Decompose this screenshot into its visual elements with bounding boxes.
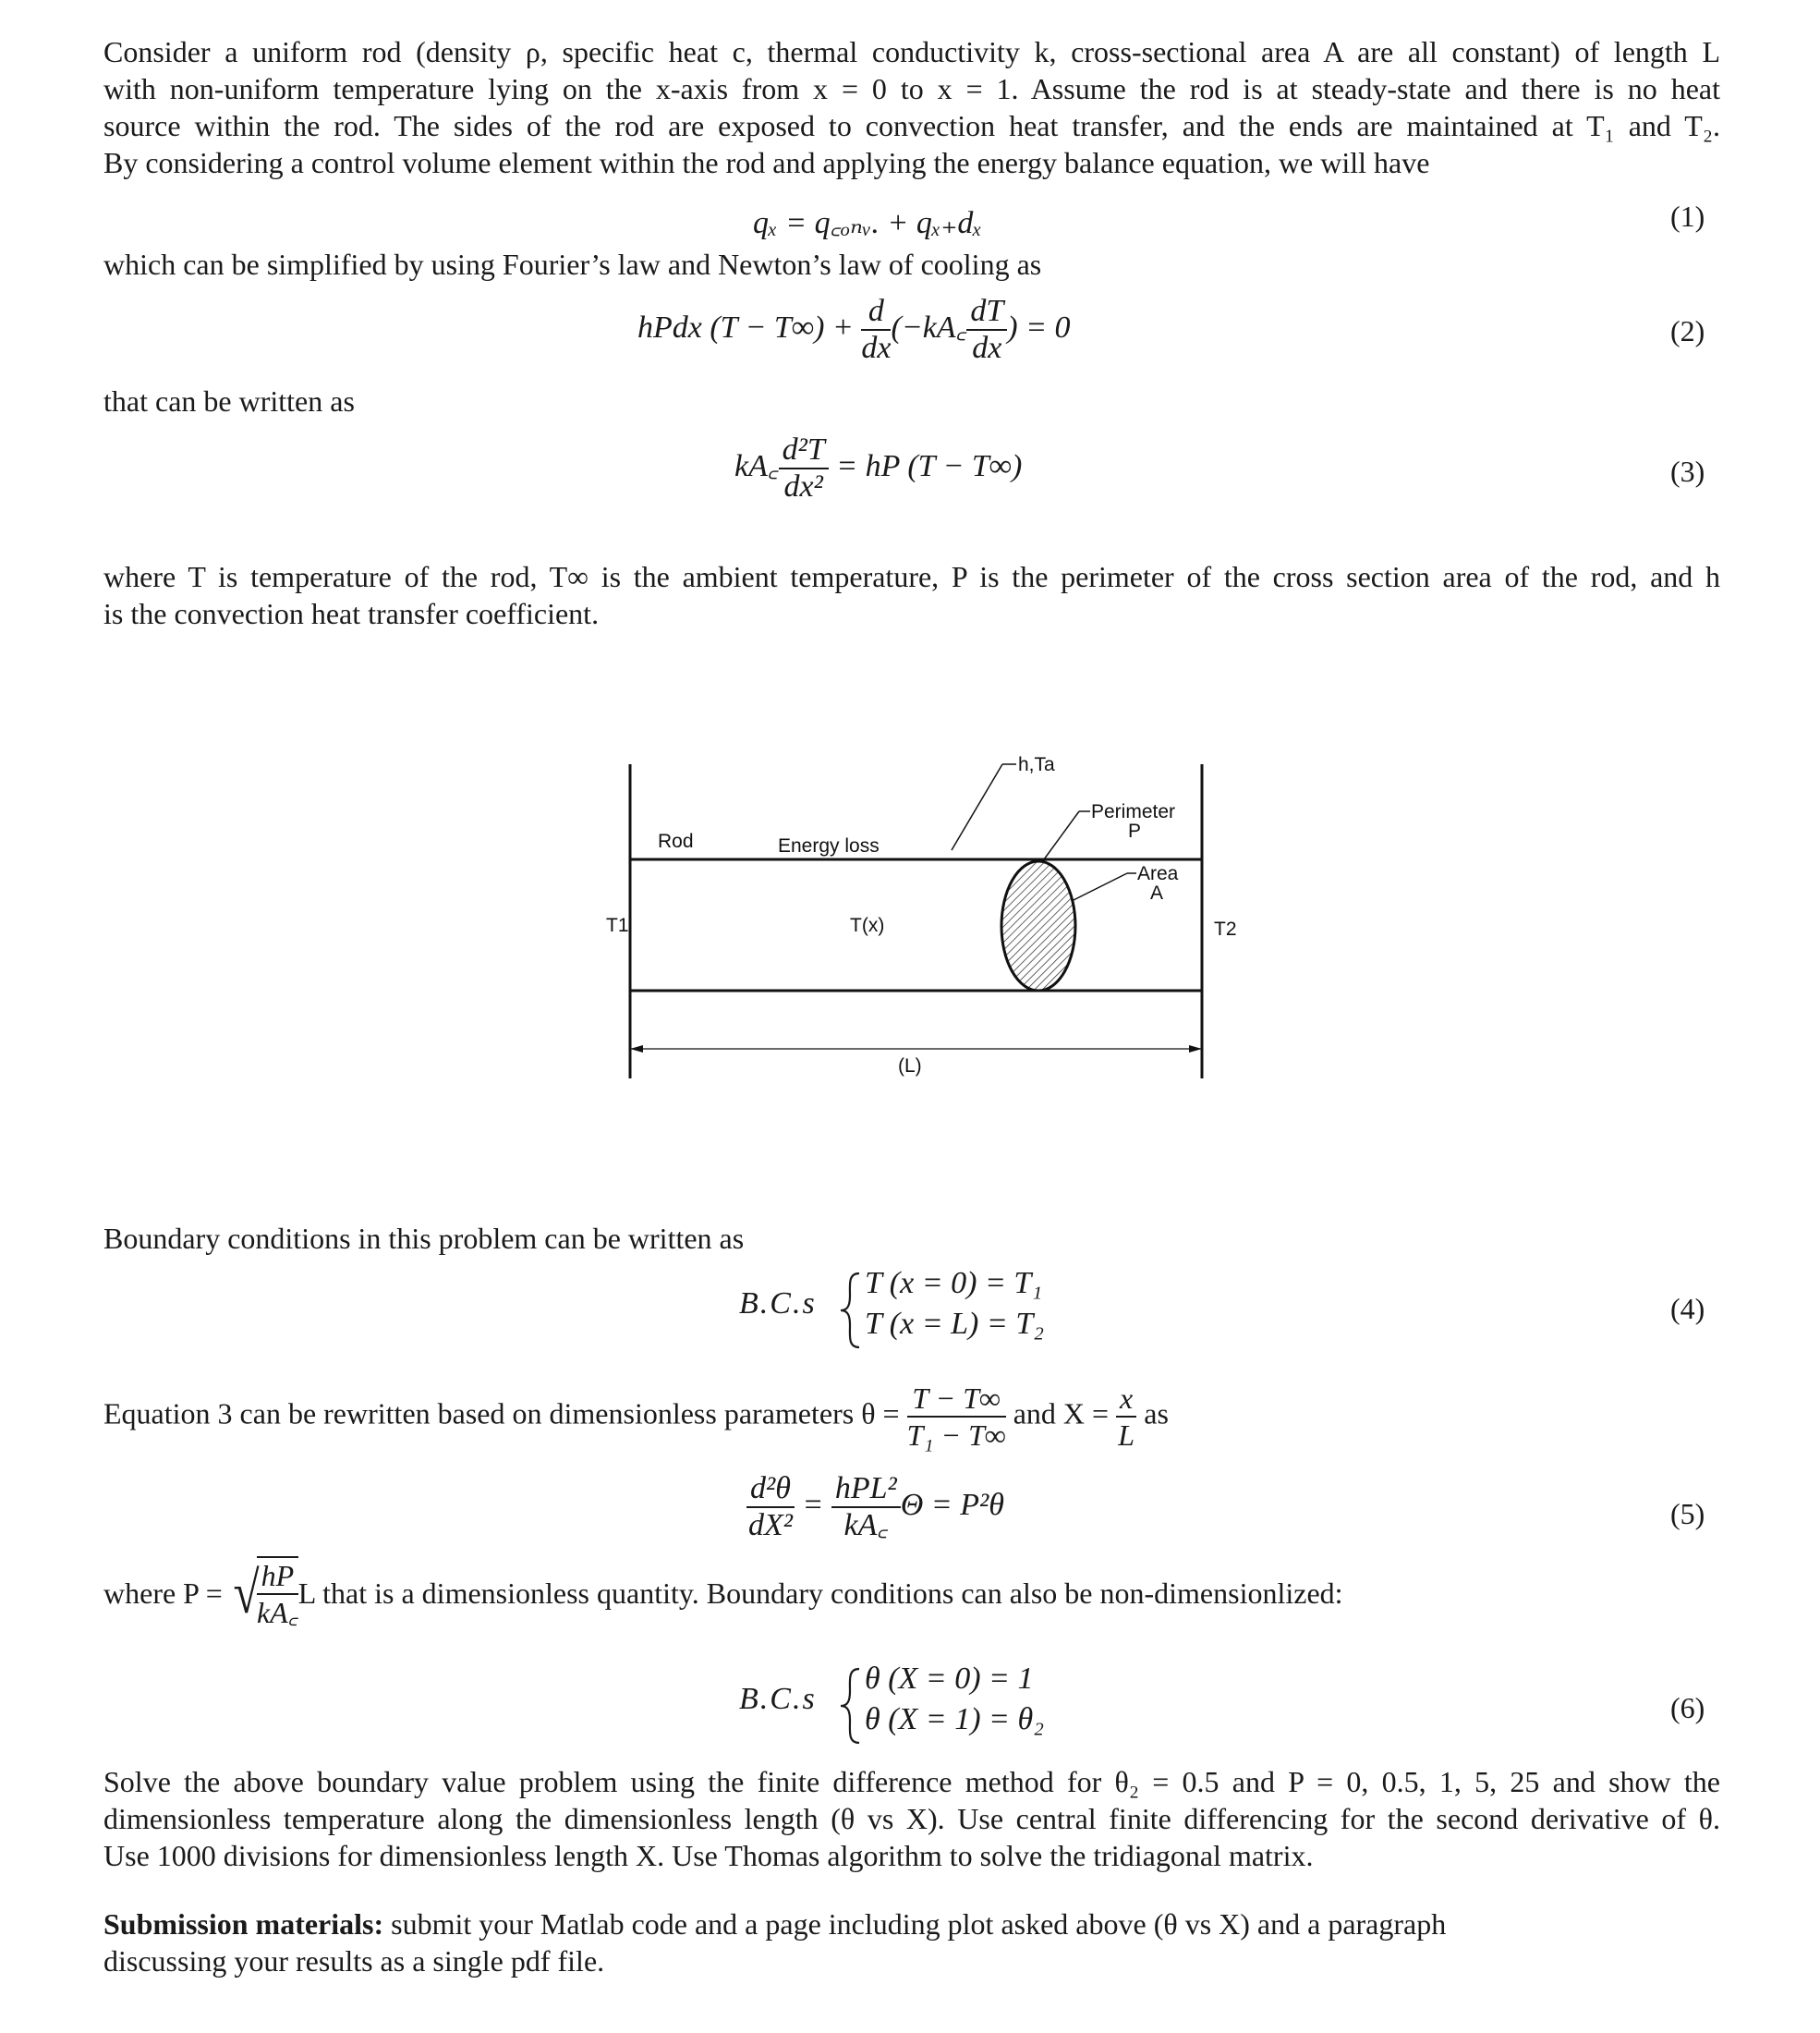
eq2-left: hPdx (T − T∞) + <box>637 310 862 345</box>
equation-2-number: (2) <box>1670 314 1705 347</box>
theta-num: T − T∞ <box>907 1381 1006 1418</box>
intro-line-1: Consider a uniform rod (density ρ, specific heat c, thermal conductivity k, cross-sectional area A are all constant) of length L <box>103 35 1720 68</box>
bc-brace <box>837 1272 863 1349</box>
eq2-dTdx <box>966 294 1007 366</box>
eq5-coefficient <box>831 1471 901 1543</box>
theta-den: T₁ − T∞ <box>906 1418 1006 1452</box>
label-perimeter: Perimeter <box>1091 801 1176 822</box>
eq2-d: d <box>861 294 891 331</box>
area-leader <box>1072 873 1127 901</box>
equation-4-number: (4) <box>1670 1292 1705 1325</box>
task-paragraph <box>103 1763 1720 1874</box>
eq5-num: d²θ <box>746 1471 795 1508</box>
submission-label: Submission materials: <box>103 1907 384 1941</box>
task-line-2: dimensionless temperature along the dimensionless length (θ vs X). Use central finite differencing for the second derivative of θ. <box>103 1802 1720 1835</box>
definitions-line-2: is the convection heat transfer coefficient. <box>103 597 600 630</box>
eq2-dx2: dx <box>972 331 1002 365</box>
label-rod: Rod <box>658 831 694 852</box>
dimensionless-as: as <box>1136 1396 1169 1430</box>
p-den: kA꜀ <box>256 1596 298 1629</box>
intro-line-4: By considering a control volume element within the rod and applying the energy balance equation, we will have <box>103 146 1430 179</box>
perimeter-leader <box>1044 811 1079 859</box>
rod-diagram <box>573 753 1275 1104</box>
eq5-right: Θ = P²θ <box>900 1487 1004 1522</box>
where-p-line <box>103 1556 1343 1630</box>
eq2-mid: (−kA꜀ <box>891 310 967 345</box>
label-energy-loss: Energy loss <box>778 835 880 857</box>
bc1: T (x = 0) = T₁ <box>865 1266 1043 1300</box>
label-perimeter-p: P <box>1128 821 1142 842</box>
label-h-ta: h,Ta <box>1018 754 1055 775</box>
equation-1: qₓ = q꜀ₒₙᵥ. + qₓ₊dₓ <box>753 206 983 240</box>
x-definition <box>1116 1381 1136 1453</box>
bc2: T (x = L) = T₂ <box>865 1307 1045 1341</box>
x-num: x <box>1116 1381 1136 1418</box>
dimensionless-text: Equation 3 can be rewritten based on dimensionless parameters θ = <box>103 1396 907 1430</box>
energy-loss-leader <box>952 764 1002 850</box>
bc1-dimensionless: θ (X = 0) = 1 <box>865 1662 1034 1696</box>
length-arrow-right <box>1189 1045 1202 1053</box>
intro-paragraph <box>103 33 1720 181</box>
task-line-3: Use 1000 divisions for dimensionless length X. Use Thomas algorithm to solve the tridiagonal matrix. <box>103 1839 1314 1872</box>
definitions-paragraph <box>103 558 1720 632</box>
equation-3-number: (3) <box>1670 455 1705 488</box>
label-length: (L) <box>898 1055 922 1077</box>
equation-2 <box>637 294 1071 366</box>
submission-line-1 <box>103 1905 1720 1942</box>
eq3-right: = hP (T − T∞) <box>828 448 1023 483</box>
cross-section-ellipse <box>1001 861 1075 991</box>
bcs-label-dimensionless: B.C.s <box>739 1682 817 1716</box>
equation-1-number: (1) <box>1670 200 1705 233</box>
dimensionless-and: and X = <box>1005 1396 1117 1430</box>
text-after-eq1: which can be simplified by using Fourier’s law and Newton’s law of cooling as <box>103 248 1042 281</box>
intro-line-2: with non-uniform temperature lying on the x-axis from x = 0 to x = 1. Assume the rod is at steady-state and there is no heat <box>103 72 1720 105</box>
x-den: L <box>1118 1418 1135 1452</box>
task-line-1: Solve the above boundary value problem using the finite difference method for θ₂ = 0.5 and P = 0, 0.5, 1, 5, 25 and show the <box>103 1765 1720 1798</box>
eq3-den: dx² <box>783 469 823 504</box>
eq5-second-derivative <box>746 1471 795 1543</box>
equation-5 <box>746 1471 1004 1543</box>
eq2-dx: dx <box>861 331 892 365</box>
dimensionless-line <box>103 1381 1169 1453</box>
theta-definition <box>907 1381 1006 1453</box>
label-t1: T1 <box>606 915 629 936</box>
eq2-dT: dT <box>966 294 1007 331</box>
eq5-equals: = <box>794 1487 831 1522</box>
boundary-intro: Boundary conditions in this problem can be written as <box>103 1222 745 1255</box>
submission-paragraph <box>103 1905 1720 1979</box>
where-p-prefix: where P = <box>103 1576 230 1610</box>
submission-line-2: discussing your results as a single pdf file. <box>103 1944 605 1978</box>
p-num: hP <box>257 1558 298 1595</box>
bc-brace-dimensionless <box>837 1667 863 1745</box>
label-area-a: A <box>1150 883 1164 904</box>
label-tx: T(x) <box>850 915 885 936</box>
length-arrow-left <box>630 1045 643 1053</box>
eq3-num: d²T <box>779 432 829 469</box>
text-after-eq2: that can be written as <box>103 384 355 418</box>
definitions-line-1: where T is temperature of the rod, T∞ is the ambient temperature, P is the perimeter of the cross section area of the rod, and h <box>103 560 1720 593</box>
eq2-right: ) = 0 <box>1007 310 1071 345</box>
equation-5-number: (5) <box>1670 1497 1705 1530</box>
label-t2: T2 <box>1214 919 1237 940</box>
eq3-second-derivative <box>779 432 829 505</box>
eq5-den2: kA꜀ <box>843 1508 889 1542</box>
intro-line-3: source within the rod. The sides of the rod are exposed to convection heat transfer, and the ends are maintained at T₁ and T₂. <box>103 109 1720 142</box>
eq3-left: kA꜀ <box>734 448 779 483</box>
equation-6-number: (6) <box>1670 1691 1705 1724</box>
label-area: Area <box>1137 863 1179 884</box>
bcs-label: B.C.s <box>739 1286 817 1321</box>
eq2-derivative-operator <box>861 294 891 366</box>
bc2-dimensionless: θ (X = 1) = θ₂ <box>865 1702 1045 1736</box>
submission-text: submit your Matlab code and a page including plot asked above (θ vs X) and a paragraph <box>383 1907 1447 1941</box>
where-p-suffix: L that is a dimensionless quantity. Boundary conditions can also be non-dimensionlized: <box>297 1576 1343 1610</box>
eq5-den: dX² <box>747 1508 793 1542</box>
p-radicand <box>257 1556 298 1630</box>
sqrt-sign: √ <box>233 1560 260 1625</box>
equation-3 <box>734 432 1022 505</box>
eq5-num2: hPL² <box>831 1471 901 1508</box>
